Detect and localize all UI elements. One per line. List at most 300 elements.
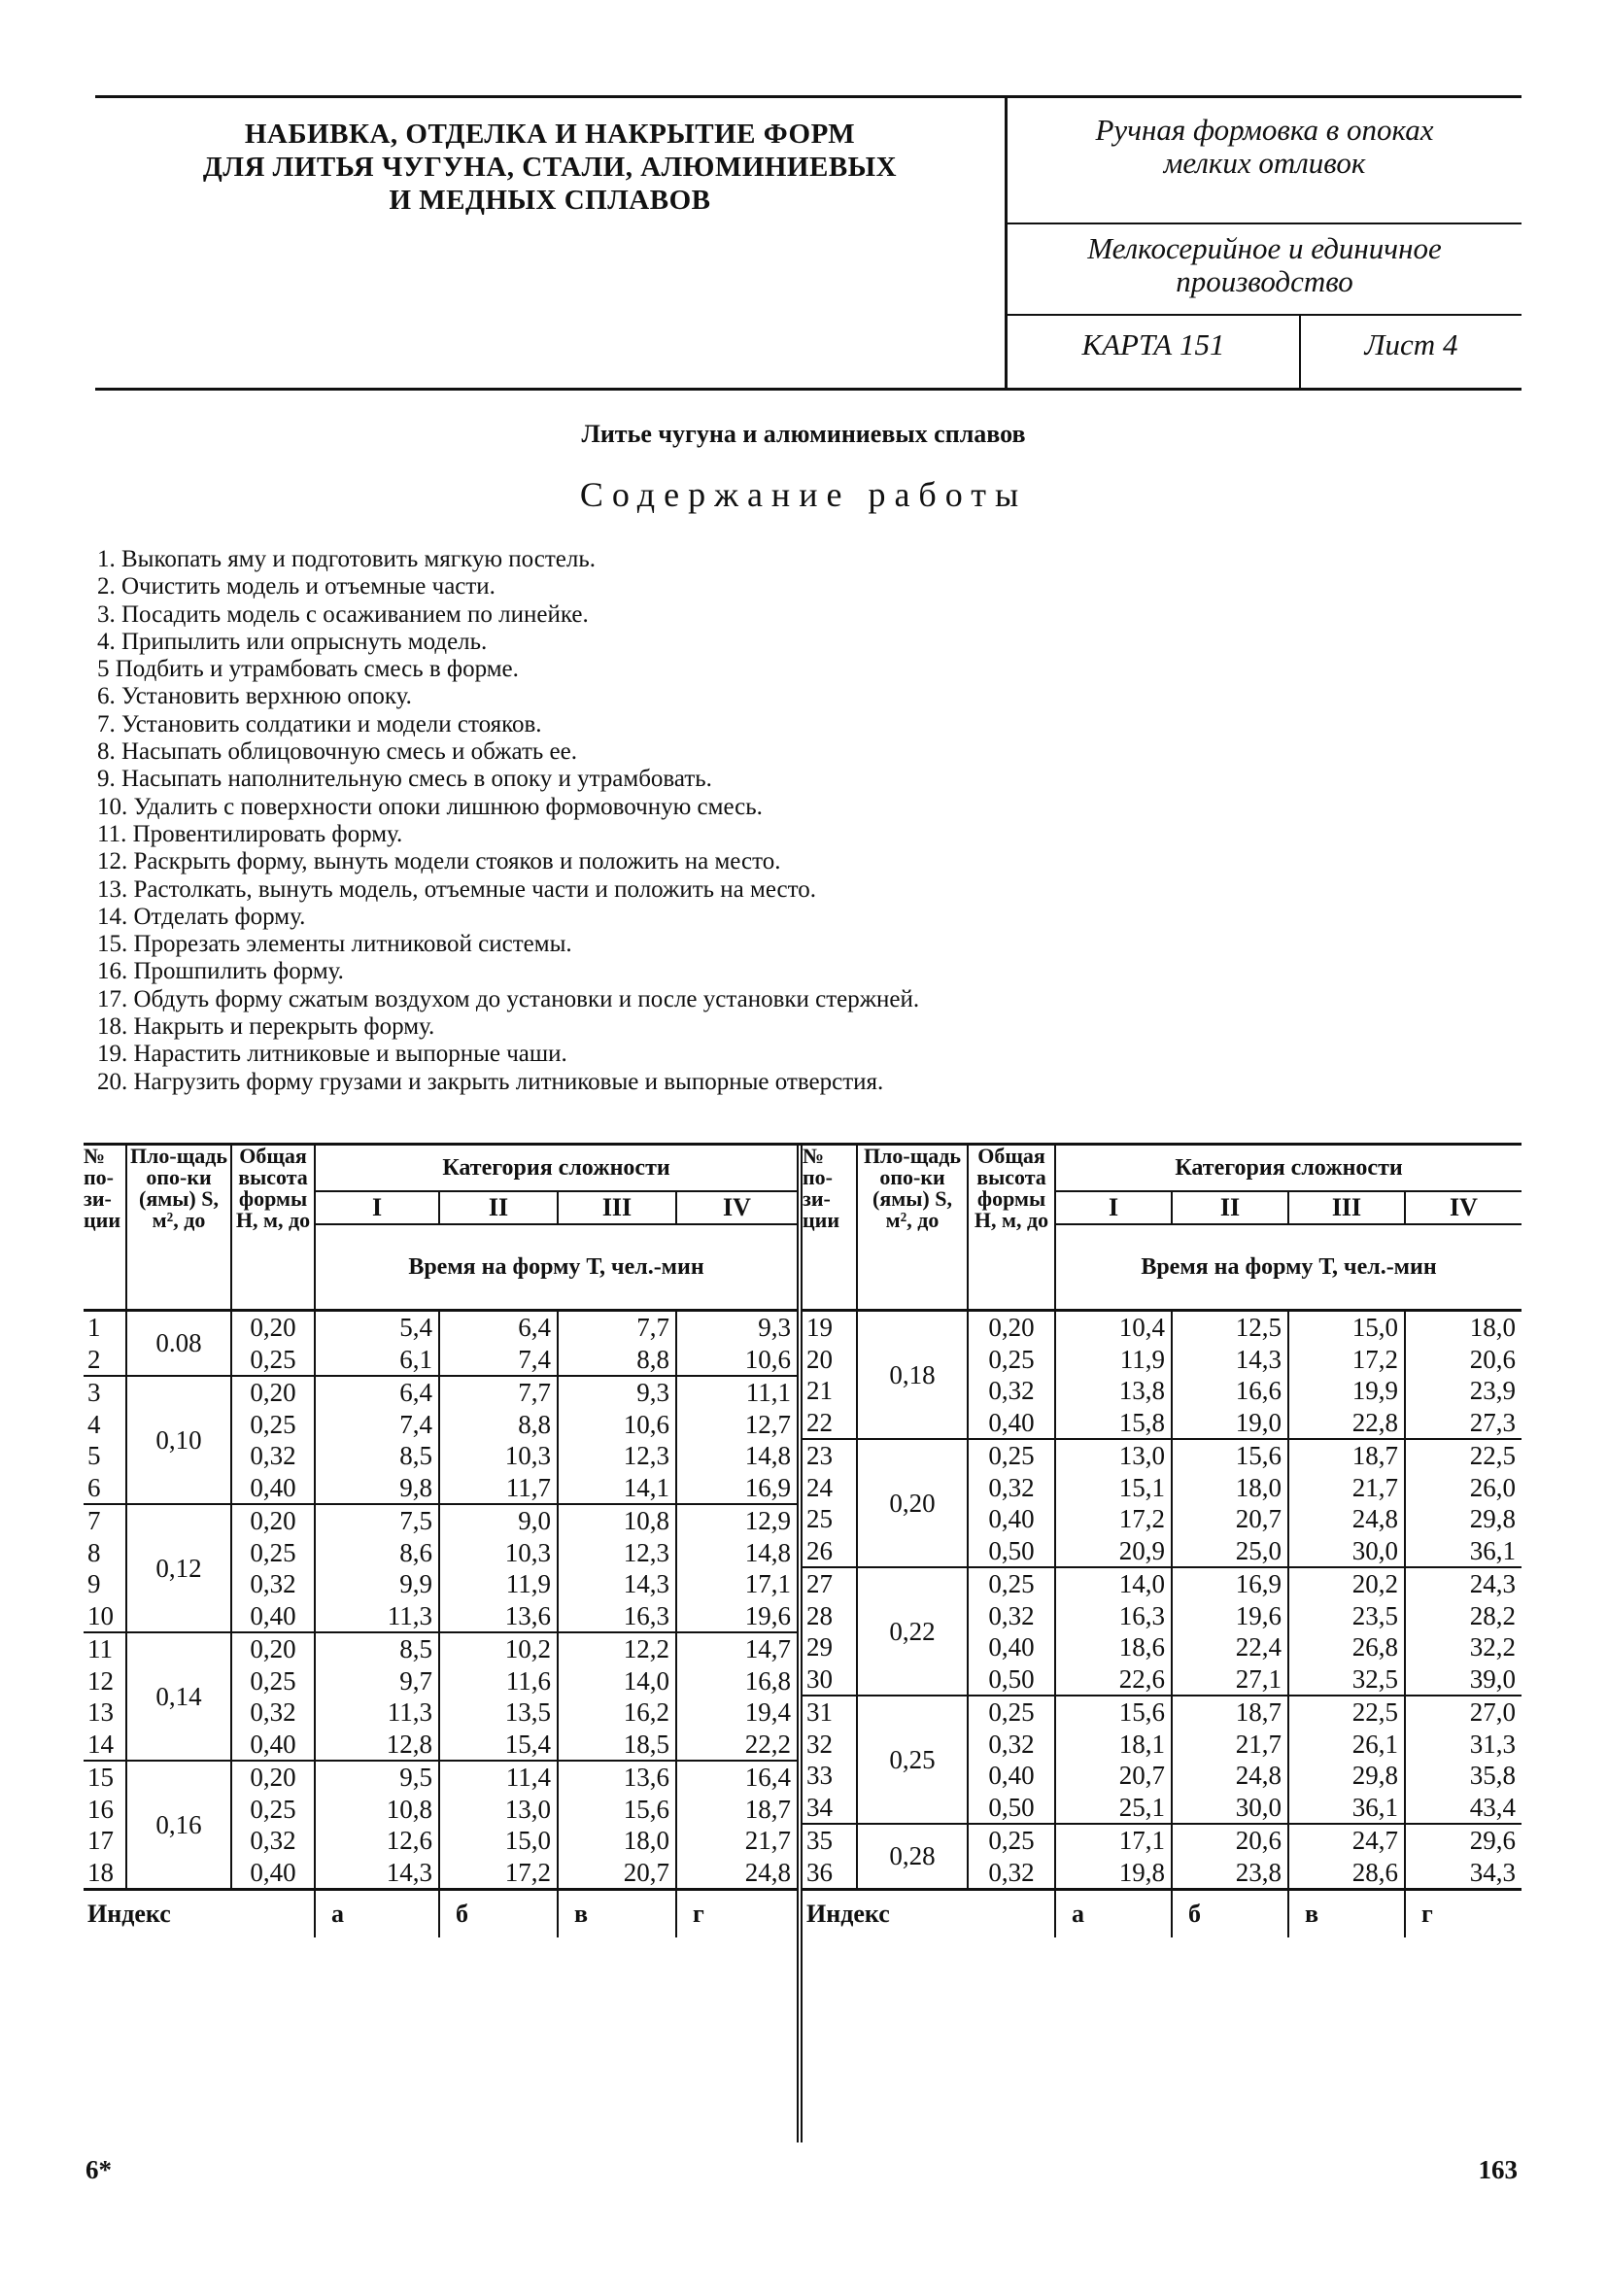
position-number: 20: [806, 1344, 833, 1374]
form-height: 0,40: [231, 1600, 315, 1633]
category-4-header: IV: [676, 1191, 797, 1224]
time-value-cat-2: 13,0: [439, 1794, 558, 1826]
time-value-cat-2: 7,4: [439, 1344, 558, 1377]
time-value-cat-2: 15,6: [1172, 1439, 1288, 1472]
time-value-cat-4: 16,4: [676, 1761, 797, 1794]
category-1-header: I: [315, 1191, 439, 1224]
flask-area: 0,25: [857, 1696, 968, 1824]
method-line-2: мелких отливок: [1163, 146, 1366, 180]
work-step: 16. Прошпилить форму.: [97, 958, 344, 985]
col-header-height: Общая высота формы Н, м, до: [231, 1146, 315, 1311]
time-value-cat-1: 11,3: [315, 1600, 439, 1633]
time-value-cat-3: 26,1: [1288, 1729, 1405, 1761]
position-number: 14: [87, 1729, 114, 1759]
flask-area: 0,22: [857, 1567, 968, 1696]
time-value-cat-3: 15,6: [558, 1794, 676, 1826]
time-value-cat-4: 23,9: [1405, 1375, 1522, 1407]
index-letter-cat-4: г: [1405, 1890, 1522, 1938]
time-value-cat-4: 29,8: [1405, 1503, 1522, 1535]
index-letter-cat-2: б: [439, 1890, 558, 1938]
work-step: 2. Очистить модель и отъемные части.: [97, 573, 496, 600]
sheet-number: Лист 4: [1364, 327, 1458, 361]
method-line-1: Ручная формовка в опоках: [1095, 113, 1434, 147]
table-row: [803, 1567, 1522, 1600]
table-row: [84, 1376, 797, 1409]
time-value-cat-3: 20,7: [558, 1857, 676, 1890]
time-value-cat-2: 23,8: [1172, 1857, 1288, 1890]
time-value-cat-1: 22,6: [1055, 1663, 1172, 1696]
form-height: 0,25: [968, 1824, 1055, 1857]
time-value-cat-4: 22,5: [1405, 1439, 1522, 1472]
time-value-cat-4: 27,3: [1405, 1407, 1522, 1440]
time-value-cat-4: 9,3: [676, 1311, 797, 1344]
production-line-2: производство: [1176, 264, 1353, 298]
doc-title-line-2: ДЛЯ ЛИТЬЯ ЧУГУНА, СТАЛИ, АЛЮМИНИЕВЫХ: [202, 152, 898, 183]
time-value-cat-2: 18,0: [1172, 1472, 1288, 1504]
time-value-cat-2: 27,1: [1172, 1663, 1288, 1696]
form-height: 0,25: [231, 1537, 315, 1569]
time-value-cat-4: 24,8: [676, 1857, 797, 1890]
table-row: [803, 1696, 1522, 1729]
col-header-category: Категория сложности: [1055, 1146, 1522, 1191]
time-value-cat-2: 12,5: [1172, 1311, 1288, 1344]
time-value-cat-1: 6,4: [315, 1376, 439, 1409]
form-height: 0,32: [968, 1375, 1055, 1407]
time-value-cat-3: 18,5: [558, 1729, 676, 1762]
time-value-cat-2: 16,6: [1172, 1375, 1288, 1407]
time-value-cat-2: 14,3: [1172, 1344, 1288, 1376]
time-value-cat-2: 15,4: [439, 1729, 558, 1762]
index-letter-cat-1: а: [1055, 1890, 1172, 1938]
work-step: 6. Установить верхнюю опоку.: [97, 683, 412, 710]
time-value-cat-1: 16,3: [1055, 1600, 1172, 1632]
category-3-header: III: [558, 1191, 676, 1224]
time-value-cat-3: 14,0: [558, 1665, 676, 1697]
table-row: [84, 1311, 797, 1344]
form-height: 0,25: [968, 1439, 1055, 1472]
col-header-area: Пло-щадь опо-ки (ямы) S, м², до: [857, 1146, 968, 1311]
work-step: 9. Насыпать наполнительную смесь в опоку и утрамбовать.: [97, 766, 712, 793]
position-number: 27: [803, 1567, 857, 1600]
position-number: 29: [806, 1632, 833, 1662]
time-value-cat-2: 11,6: [439, 1665, 558, 1697]
time-value-cat-2: 17,2: [439, 1857, 558, 1890]
time-value-cat-4: 16,9: [676, 1472, 797, 1505]
time-value-cat-4: 39,0: [1405, 1663, 1522, 1696]
time-value-cat-1: 9,9: [315, 1568, 439, 1600]
work-step: 18. Накрыть и перекрыть форму.: [97, 1013, 435, 1041]
form-height: 0,20: [968, 1311, 1055, 1344]
index-letter-cat-3: в: [1288, 1890, 1405, 1938]
work-step: 19. Нарастить литниковые и выпорные чаши.: [97, 1041, 567, 1068]
index-letter-cat-4: г: [676, 1890, 797, 1938]
time-value-cat-1: 25,1: [1055, 1792, 1172, 1825]
time-value-cat-3: 16,2: [558, 1696, 676, 1729]
flask-area: 0,14: [126, 1632, 231, 1761]
time-value-cat-3: 32,5: [1288, 1663, 1405, 1696]
time-value-cat-2: 16,9: [1172, 1567, 1288, 1600]
time-value-cat-3: 28,6: [1288, 1857, 1405, 1890]
page-number: 163: [1478, 2155, 1518, 2184]
time-value-cat-3: 22,8: [1288, 1407, 1405, 1440]
time-value-cat-4: 22,2: [676, 1729, 797, 1762]
time-value-cat-1: 14,0: [1055, 1567, 1172, 1600]
time-value-cat-1: 12,6: [315, 1825, 439, 1857]
time-value-cat-2: 6,4: [439, 1311, 558, 1344]
col-header-position: № по-зи-ции: [84, 1146, 126, 1311]
time-value-cat-3: 26,8: [1288, 1631, 1405, 1663]
time-value-cat-2: 21,7: [1172, 1729, 1288, 1761]
time-value-cat-3: 9,3: [558, 1376, 676, 1409]
time-value-cat-4: 18,0: [1405, 1311, 1522, 1344]
work-step: 4. Припылить или опрыснуть модель.: [97, 628, 488, 655]
form-height: 0,40: [231, 1729, 315, 1762]
table-row: [84, 1504, 797, 1537]
col-header-position: № по-зи-ции: [803, 1146, 857, 1311]
position-number: 28: [806, 1600, 833, 1630]
form-height: 0,40: [968, 1760, 1055, 1792]
time-value-cat-3: 17,2: [1288, 1344, 1405, 1376]
work-step: 15. Прорезать элементы литниковой системы.: [97, 931, 572, 958]
time-value-cat-3: 12,2: [558, 1632, 676, 1665]
time-value-cat-1: 17,2: [1055, 1503, 1172, 1535]
work-step: 8. Насыпать облицовочную смесь и обжать ее.: [97, 738, 577, 766]
time-value-cat-4: 14,8: [676, 1537, 797, 1569]
position-number: 7: [84, 1504, 126, 1537]
time-value-cat-2: 11,4: [439, 1761, 558, 1794]
doc-title-line-3: И МЕДНЫХ СПЛАВОВ: [389, 185, 711, 216]
time-value-cat-1: 18,1: [1055, 1729, 1172, 1761]
doc-title-line-1: НАБИВКА, ОТДЕЛКА И НАКРЫТИЕ ФОРМ: [244, 119, 856, 150]
position-number: 35: [803, 1824, 857, 1857]
time-value-cat-2: 20,6: [1172, 1824, 1288, 1857]
time-norms-table: [84, 1143, 1522, 2142]
time-value-cat-1: 8,5: [315, 1632, 439, 1665]
position-number: 30: [806, 1663, 833, 1694]
work-step: 7. Установить солдатики и модели стояков.: [97, 710, 542, 737]
position-number: 36: [806, 1857, 833, 1887]
index-row: [803, 1890, 1522, 1938]
form-height: 0,32: [968, 1472, 1055, 1504]
time-value-cat-3: 16,3: [558, 1600, 676, 1633]
time-value-cat-3: 14,3: [558, 1568, 676, 1600]
position-number: 22: [806, 1407, 833, 1437]
position-number: 6: [87, 1472, 101, 1502]
work-step: 13. Растолкать, вынуть модель, отъемные части и положить на место.: [97, 875, 816, 903]
form-height: 0,32: [231, 1440, 315, 1472]
time-value-cat-1: 13,8: [1055, 1375, 1172, 1407]
form-height: 0,50: [968, 1792, 1055, 1825]
work-step: 20. Нагрузить форму грузами и закрыть литниковые и выпорные отверстия.: [97, 1068, 884, 1095]
time-norms-table-left: [84, 1146, 797, 1937]
time-value-cat-3: 30,0: [1288, 1535, 1405, 1568]
time-value-cat-3: 10,8: [558, 1504, 676, 1537]
time-value-cat-2: 11,9: [439, 1568, 558, 1600]
position-number: 8: [87, 1537, 101, 1567]
time-value-cat-4: 14,7: [676, 1632, 797, 1665]
card-header: [95, 95, 1522, 391]
form-height: 0,25: [968, 1567, 1055, 1600]
time-value-cat-1: 18,6: [1055, 1631, 1172, 1663]
position-number: 32: [806, 1729, 833, 1759]
time-value-cat-3: 15,0: [1288, 1311, 1405, 1344]
time-value-cat-3: 10,6: [558, 1409, 676, 1441]
col-header-height: Общая высота формы Н, м, до: [968, 1146, 1055, 1311]
category-4-header: IV: [1405, 1191, 1522, 1224]
time-value-cat-1: 11,3: [315, 1696, 439, 1729]
time-value-cat-1: 17,1: [1055, 1824, 1172, 1857]
position-number: 12: [87, 1665, 114, 1696]
index-letter-cat-2: б: [1172, 1890, 1288, 1938]
header-title-cell: [95, 98, 1008, 388]
position-number: 23: [803, 1439, 857, 1472]
header-meta-cell: [1008, 98, 1522, 388]
time-value-cat-3: 24,7: [1288, 1824, 1405, 1857]
form-height: 0,32: [968, 1600, 1055, 1632]
work-step: 12. Раскрыть форму, вынуть модели стояков и положить на место.: [97, 848, 781, 875]
time-value-cat-3: 18,7: [1288, 1439, 1405, 1472]
form-height: 0,25: [231, 1794, 315, 1826]
time-value-cat-4: 26,0: [1405, 1472, 1522, 1504]
flask-area: 0,28: [857, 1824, 968, 1890]
time-value-cat-4: 12,9: [676, 1504, 797, 1537]
time-value-cat-1: 19,8: [1055, 1857, 1172, 1890]
work-content-heading: Содержание работы: [579, 475, 1028, 514]
index-letter-cat-3: в: [558, 1890, 676, 1938]
time-value-cat-1: 14,3: [315, 1857, 439, 1890]
form-height: 0,40: [968, 1503, 1055, 1535]
time-value-cat-4: 16,8: [676, 1665, 797, 1697]
work-steps-list: [97, 546, 1516, 1096]
time-value-cat-2: 13,6: [439, 1600, 558, 1633]
time-value-cat-4: 19,4: [676, 1696, 797, 1729]
time-value-cat-1: 20,9: [1055, 1535, 1172, 1568]
position-number: 33: [806, 1761, 833, 1790]
time-value-cat-1: 9,8: [315, 1472, 439, 1505]
work-step: 14. Отделать форму.: [97, 903, 306, 930]
time-value-cat-4: 29,6: [1405, 1824, 1522, 1857]
time-norms-table-right: [803, 1146, 1522, 1937]
time-value-cat-2: 30,0: [1172, 1792, 1288, 1825]
time-value-cat-2: 19,6: [1172, 1600, 1288, 1632]
work-step: 1. Выкопать яму и подготовить мягкую постель.: [97, 546, 597, 572]
time-value-cat-1: 7,5: [315, 1504, 439, 1537]
signature-mark: 6*: [85, 2155, 112, 2184]
work-step: 11. Провентилировать форму.: [97, 820, 403, 847]
form-height: 0,40: [231, 1857, 315, 1890]
time-value-cat-1: 7,4: [315, 1409, 439, 1441]
time-value-cat-4: 35,8: [1405, 1760, 1522, 1792]
time-value-cat-2: 25,0: [1172, 1535, 1288, 1568]
time-value-cat-2: 9,0: [439, 1504, 558, 1537]
time-value-cat-2: 19,0: [1172, 1407, 1288, 1440]
form-height: 0,25: [231, 1665, 315, 1697]
time-value-cat-3: 19,9: [1288, 1375, 1405, 1407]
production-label: [1008, 223, 1522, 314]
form-height: 0,20: [231, 1311, 315, 1344]
time-value-cat-1: 15,1: [1055, 1472, 1172, 1504]
time-value-cat-1: 10,8: [315, 1794, 439, 1826]
time-value-cat-2: 20,7: [1172, 1503, 1288, 1535]
category-2-header: II: [439, 1191, 558, 1224]
position-number: 21: [806, 1376, 833, 1405]
form-height: 0,50: [968, 1535, 1055, 1568]
time-value-cat-4: 11,1: [676, 1376, 797, 1409]
position-number: 16: [87, 1794, 114, 1824]
index-label: Индекс: [803, 1890, 1055, 1938]
form-height: 0,20: [231, 1761, 315, 1794]
flask-area: 0,20: [857, 1439, 968, 1567]
production-line-1: Мелкосерийное и единичное: [1087, 231, 1442, 265]
time-value-cat-1: 12,8: [315, 1729, 439, 1762]
position-number: 11: [84, 1632, 126, 1665]
table-row: [803, 1824, 1522, 1857]
time-value-cat-2: 10,2: [439, 1632, 558, 1665]
time-value-cat-4: 12,7: [676, 1409, 797, 1441]
category-1-header: I: [1055, 1191, 1172, 1224]
form-height: 0,50: [968, 1663, 1055, 1696]
form-height: 0,32: [231, 1568, 315, 1600]
work-step: 3. Посадить модель с осаживанием по линейке.: [97, 600, 589, 628]
time-value-cat-3: 20,2: [1288, 1567, 1405, 1600]
time-value-cat-3: 8,8: [558, 1344, 676, 1377]
card-sheet-row: [1008, 314, 1522, 390]
time-value-cat-4: 24,3: [1405, 1567, 1522, 1600]
position-number: 3: [84, 1376, 126, 1409]
position-number: 24: [806, 1472, 833, 1502]
time-value-cat-1: 6,1: [315, 1344, 439, 1377]
time-value-cat-1: 5,4: [315, 1311, 439, 1344]
time-value-cat-3: 7,7: [558, 1311, 676, 1344]
time-value-cat-4: 28,2: [1405, 1600, 1522, 1632]
work-step: 10. Удалить с поверхности опоки лишнюю формовочную смесь.: [97, 793, 763, 820]
flask-area: 0.08: [126, 1311, 231, 1377]
index-label: Индекс: [84, 1890, 315, 1938]
form-height: 0,25: [231, 1344, 315, 1377]
time-value-cat-1: 10,4: [1055, 1311, 1172, 1344]
time-value-cat-2: 10,3: [439, 1440, 558, 1472]
position-number: 9: [87, 1569, 101, 1598]
time-value-cat-3: 12,3: [558, 1537, 676, 1569]
time-value-cat-4: 27,0: [1405, 1696, 1522, 1729]
form-height: 0,20: [231, 1504, 315, 1537]
work-step: 17. Обдуть форму сжатым воздухом до установки и после установки стержней.: [97, 985, 920, 1012]
table-row: [84, 1632, 797, 1665]
time-value-cat-1: 8,5: [315, 1440, 439, 1472]
time-value-cat-1: 11,9: [1055, 1344, 1172, 1376]
time-value-cat-3: 29,8: [1288, 1760, 1405, 1792]
time-value-cat-2: 8,8: [439, 1409, 558, 1441]
form-height: 0,25: [968, 1344, 1055, 1376]
form-height: 0,40: [968, 1631, 1055, 1663]
time-value-cat-3: 21,7: [1288, 1472, 1405, 1504]
time-value-cat-3: 36,1: [1288, 1792, 1405, 1825]
position-number: 18: [87, 1857, 114, 1887]
time-value-cat-2: 24,8: [1172, 1760, 1288, 1792]
position-number: 10: [87, 1600, 114, 1630]
col-header-area: Пло-щадь опо-ки (ямы) S, м², до: [126, 1146, 231, 1311]
form-height: 0,32: [968, 1729, 1055, 1761]
form-height: 0,20: [231, 1632, 315, 1665]
category-2-header: II: [1172, 1191, 1288, 1224]
flask-area: 0,18: [857, 1311, 968, 1440]
time-value-cat-4: 18,7: [676, 1794, 797, 1826]
form-height: 0,25: [231, 1409, 315, 1441]
time-value-cat-2: 15,0: [439, 1825, 558, 1857]
table-row: [803, 1439, 1522, 1472]
method-label: [1008, 114, 1522, 180]
time-value-cat-3: 24,8: [1288, 1503, 1405, 1535]
position-number: 25: [806, 1504, 833, 1533]
position-number: 2: [87, 1344, 101, 1374]
time-value-cat-4: 17,1: [676, 1568, 797, 1600]
time-value-cat-4: 19,6: [676, 1600, 797, 1633]
category-3-header: III: [1288, 1191, 1405, 1224]
time-value-cat-4: 31,3: [1405, 1729, 1522, 1761]
col-header-category: Категория сложности: [315, 1146, 797, 1191]
time-value-cat-4: 32,2: [1405, 1631, 1522, 1663]
position-number: 31: [803, 1696, 857, 1729]
time-value-cat-4: 34,3: [1405, 1857, 1522, 1890]
time-value-cat-2: 7,7: [439, 1376, 558, 1409]
time-value-cat-3: 13,6: [558, 1761, 676, 1794]
time-value-cat-2: 10,3: [439, 1537, 558, 1569]
time-value-cat-1: 20,7: [1055, 1760, 1172, 1792]
time-value-cat-2: 22,4: [1172, 1631, 1288, 1663]
time-value-cat-2: 11,7: [439, 1472, 558, 1505]
time-value-cat-2: 13,5: [439, 1696, 558, 1729]
position-number: 15: [84, 1761, 126, 1794]
position-number: 5: [87, 1441, 101, 1470]
table-row: [84, 1761, 797, 1794]
time-value-cat-1: 15,8: [1055, 1407, 1172, 1440]
time-value-cat-2: 18,7: [1172, 1696, 1288, 1729]
flask-area: 0,16: [126, 1761, 231, 1890]
time-value-cat-4: 36,1: [1405, 1535, 1522, 1568]
time-value-cat-3: 22,5: [1288, 1696, 1405, 1729]
time-value-cat-3: 18,0: [558, 1825, 676, 1857]
time-value-cat-3: 12,3: [558, 1440, 676, 1472]
form-height: 0,32: [968, 1857, 1055, 1890]
position-number: 1: [87, 1313, 101, 1342]
table-row: [803, 1311, 1522, 1344]
time-value-cat-1: 9,7: [315, 1665, 439, 1697]
form-height: 0,32: [231, 1696, 315, 1729]
form-height: 0,25: [968, 1696, 1055, 1729]
flask-area: 0,10: [126, 1376, 231, 1504]
time-value-cat-4: 43,4: [1405, 1792, 1522, 1825]
work-step: 5 Подбить и утрамбовать смесь в форме.: [97, 656, 519, 683]
time-value-cat-4: 20,6: [1405, 1344, 1522, 1376]
position-number: 26: [806, 1535, 833, 1565]
position-number: 19: [806, 1313, 833, 1342]
index-row: [84, 1890, 797, 1938]
col-header-time: Время на форму Т, чел.-мин: [315, 1224, 797, 1311]
form-height: 0,32: [231, 1825, 315, 1857]
time-value-cat-4: 10,6: [676, 1344, 797, 1377]
col-header-time: Время на форму Т, чел.-мин: [1055, 1224, 1522, 1311]
time-value-cat-1: 8,6: [315, 1537, 439, 1569]
time-value-cat-3: 14,1: [558, 1472, 676, 1505]
time-value-cat-1: 13,0: [1055, 1439, 1172, 1472]
position-number: 17: [87, 1826, 114, 1855]
position-number: 34: [806, 1792, 833, 1822]
card-number: КАРТА 151: [1008, 316, 1301, 390]
time-value-cat-1: 15,6: [1055, 1696, 1172, 1729]
form-height: 0,20: [231, 1376, 315, 1409]
time-value-cat-4: 14,8: [676, 1440, 797, 1472]
position-number: 13: [87, 1697, 114, 1727]
